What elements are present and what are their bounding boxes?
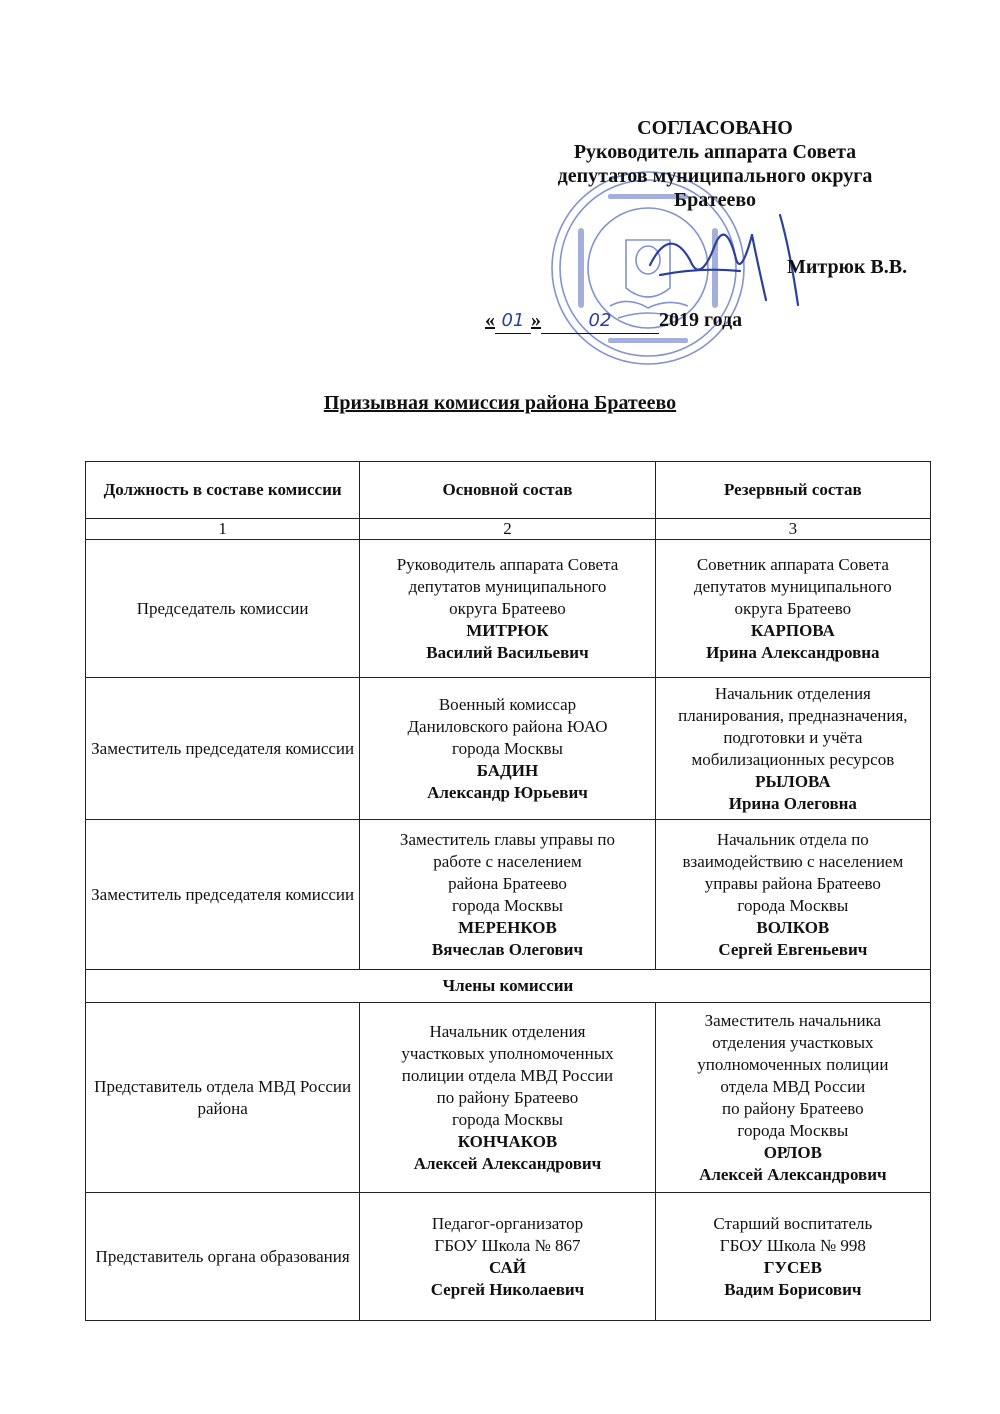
member-given-names: Александр Юрьевич: [427, 782, 588, 802]
member-given-names: Сергей Евгеньевич: [718, 939, 868, 959]
member-title-line: города Москвы: [737, 895, 849, 915]
approval-position-line-3: Братеево: [673, 189, 757, 211]
member-cell: [655, 678, 930, 820]
member-title-line: округа Братеево: [734, 598, 852, 618]
handwritten-signature: [640, 205, 810, 315]
member-title-line: отдела МВД России: [720, 1076, 866, 1096]
column-number-row: [86, 519, 931, 540]
member-title-line: по району Братеево: [436, 1087, 579, 1107]
date-day: 01: [495, 309, 531, 334]
column-number: 3: [655, 519, 930, 540]
column-number: 1: [86, 519, 360, 540]
role-cell: Представитель отдела МВД России района: [86, 1003, 360, 1193]
column-number: 2: [360, 519, 655, 540]
member-title-line: района Братеево: [448, 873, 567, 893]
member-title-line: ГБОУ Школа № 867: [434, 1235, 581, 1255]
column-header-primary: Основной состав: [360, 462, 655, 519]
member-surname: САЙ: [489, 1257, 526, 1277]
table-row: [86, 1003, 931, 1193]
member-title-line: Педагог-организатор: [431, 1213, 584, 1233]
member-title-line: Старший воспитатель: [713, 1213, 873, 1233]
member-title-line: по району Братеево: [722, 1098, 864, 1118]
member-title-line: города Москвы: [452, 738, 563, 758]
member-cell: [360, 678, 655, 820]
role-cell: Представитель органа образования: [86, 1193, 360, 1321]
members-section-row: [86, 970, 931, 1003]
approval-signer: Митрюк В.В.: [787, 256, 908, 278]
date-open-quote: «: [485, 309, 495, 331]
member-title-line: Военный комиссар: [438, 694, 577, 714]
member-cell: [655, 820, 930, 970]
table-row: [86, 540, 931, 678]
role-cell: Заместитель председателя комиссии: [86, 820, 360, 970]
member-title-line: работе с населением: [433, 851, 582, 871]
member-title-line: Заместитель начальника: [704, 1010, 882, 1030]
table-body: [86, 519, 931, 1321]
table-row: [86, 1193, 931, 1321]
member-title-line: отделения участковых: [712, 1032, 874, 1052]
member-given-names: Вадим Борисович: [724, 1279, 862, 1299]
member-cell: [360, 1193, 655, 1321]
member-title-line: округа Братеево: [449, 598, 566, 618]
member-surname: КАРПОВА: [750, 620, 835, 640]
table-row: [86, 820, 931, 970]
approval-block: [485, 116, 925, 331]
member-surname: МИТРЮК: [466, 620, 549, 640]
table-header-row: [86, 462, 931, 519]
member-given-names: Василий Васильевич: [426, 642, 589, 662]
table-row: [86, 678, 931, 820]
role-cell: Заместитель председателя комиссии: [86, 678, 360, 820]
member-title-line: участковых уполномоченных: [401, 1043, 614, 1063]
member-surname: ОРЛОВ: [763, 1142, 822, 1162]
commission-table: [85, 461, 931, 1321]
member-title-line: города Москвы: [452, 895, 563, 915]
member-title-line: города Москвы: [452, 1109, 563, 1129]
member-cell: [655, 540, 930, 678]
column-header-position: Должность в составе комиссии: [86, 462, 360, 519]
date-close-quote: »: [531, 309, 541, 331]
member-title-line: подготовки и учёта: [723, 727, 863, 747]
approval-heading: СОГЛАСОВАНО: [637, 117, 793, 139]
approval-position-line-1: Руководитель аппарата Совета: [573, 141, 857, 163]
member-surname: ВОЛКОВ: [756, 917, 830, 937]
member-cell: [655, 1003, 930, 1193]
approval-position-line-2: депутатов муниципального округа: [557, 165, 873, 187]
member-title-line: Начальник отдела по: [716, 829, 869, 849]
member-given-names: Алексей Александрович: [413, 1153, 602, 1173]
member-cell: [360, 820, 655, 970]
member-title-line: депутатов муниципального: [408, 576, 607, 596]
member-title-line: управы района Братеево: [704, 873, 881, 893]
member-title-line: города Москвы: [737, 1120, 849, 1140]
member-given-names: Ирина Александровна: [706, 642, 880, 662]
column-header-reserve: Резервный состав: [655, 462, 930, 519]
member-title-line: Советник аппарата Совета: [696, 554, 889, 574]
member-title-line: уполномоченных полиции: [697, 1054, 889, 1074]
member-title-line: Даниловского района ЮАО: [407, 716, 608, 736]
member-cell: [360, 540, 655, 678]
member-title-line: ГБОУ Школа № 998: [719, 1235, 866, 1255]
member-surname: БАДИН: [476, 760, 539, 780]
member-cell: [360, 1003, 655, 1193]
date-month: 02: [541, 309, 659, 334]
member-surname: РЫЛОВА: [755, 771, 831, 791]
member-title-line: Начальник отделения: [714, 683, 871, 703]
member-title-line: мобилизационных ресурсов: [691, 749, 895, 769]
member-title-line: полиции отдела МВД России: [401, 1065, 614, 1085]
member-title-line: Заместитель главы управы по: [399, 829, 616, 849]
document-title: Призывная комиссия района Братеево: [323, 392, 677, 414]
approval-date: [485, 308, 742, 334]
members-section-header: Члены комиссии: [86, 970, 931, 1003]
date-year: 2019 года: [659, 309, 743, 331]
member-given-names: Алексей Александрович: [699, 1164, 887, 1184]
member-surname: КОНЧАКОВ: [457, 1131, 558, 1151]
member-title-line: планирования, предназначения,: [678, 705, 908, 725]
member-title-line: взаимодействию с населением: [682, 851, 904, 871]
member-surname: МЕРЕНКОВ: [458, 917, 557, 937]
member-given-names: Сергей Николаевич: [430, 1279, 585, 1299]
member-surname: ГУСЕВ: [763, 1257, 822, 1277]
member-title-line: депутатов муниципального: [693, 576, 892, 596]
member-given-names: Вячеслав Олегович: [431, 939, 584, 959]
member-title-line: Руководитель аппарата Совета: [396, 554, 619, 574]
member-given-names: Ирина Олеговна: [728, 793, 857, 813]
member-cell: [655, 1193, 930, 1321]
role-cell: Председатель комиссии: [86, 540, 360, 678]
member-title-line: Начальник отделения: [429, 1021, 586, 1041]
